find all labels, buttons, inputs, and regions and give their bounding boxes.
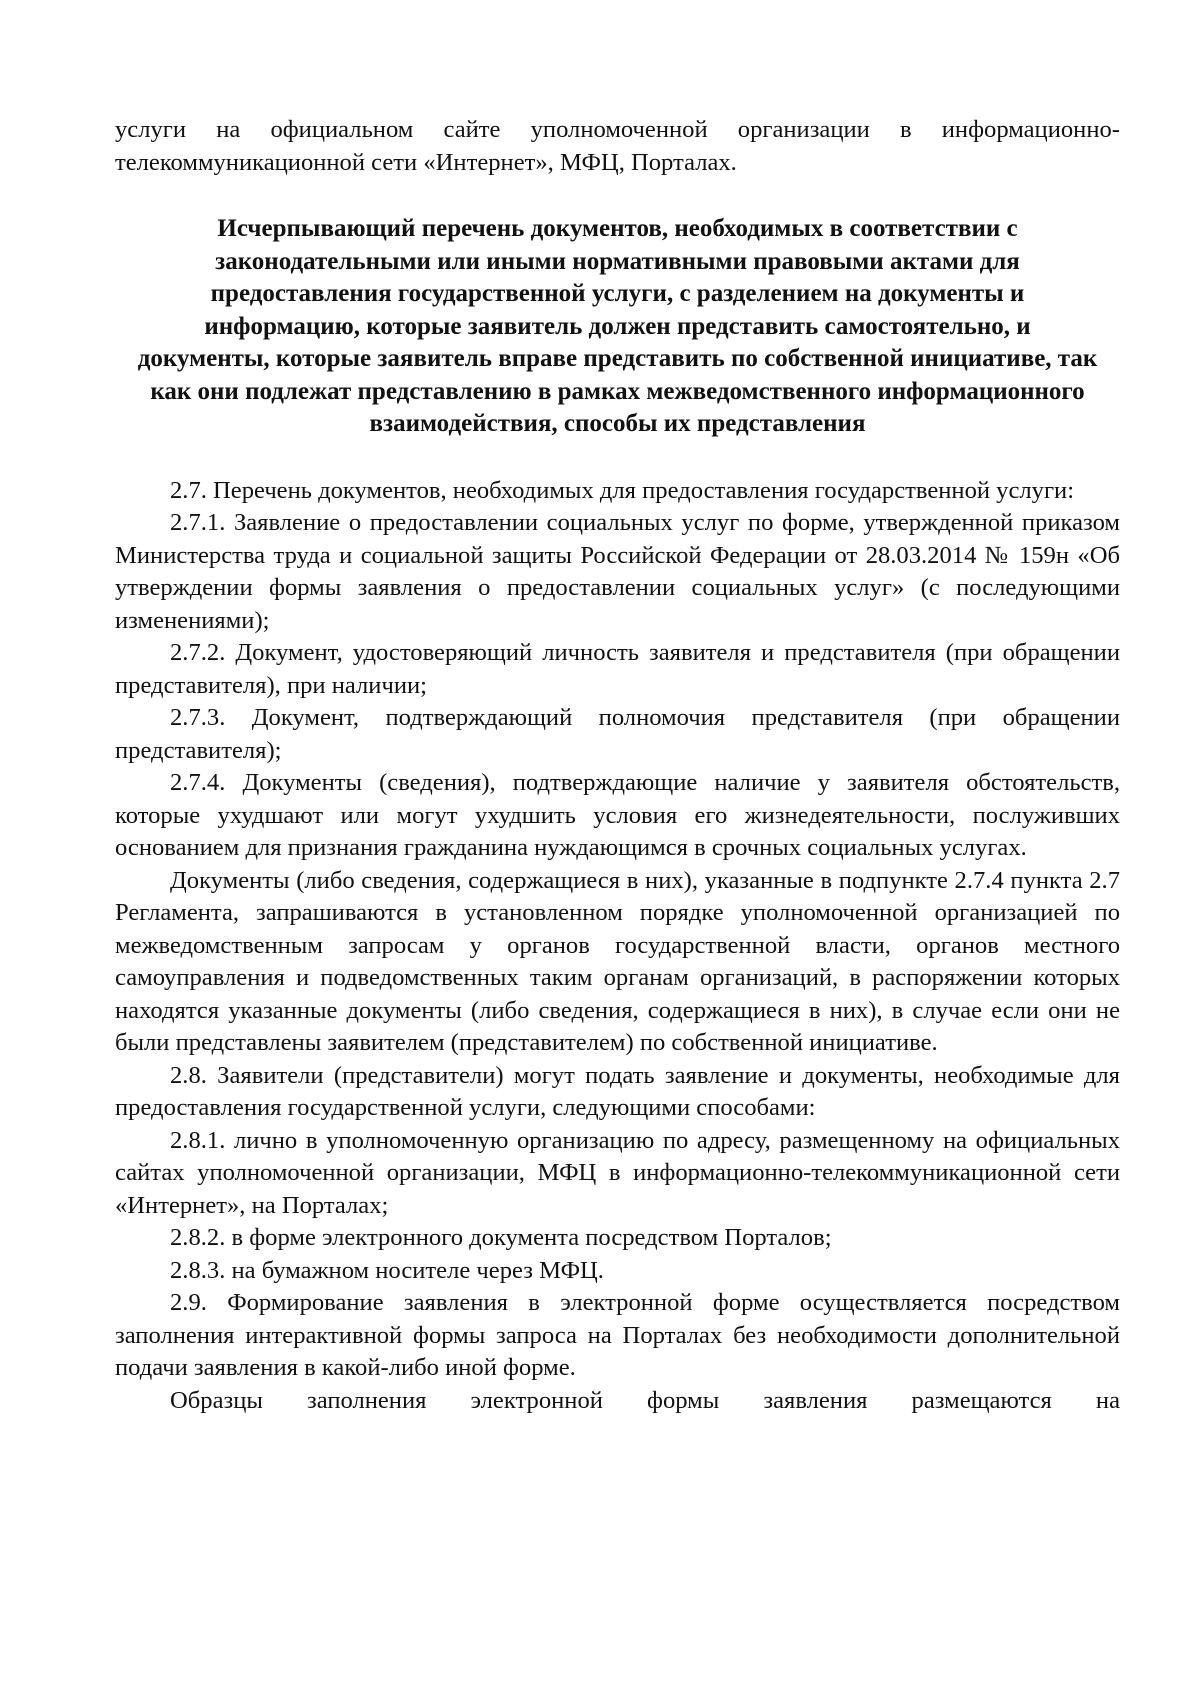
paragraph-2-7-2: 2.7.2. Документ, удостоверяющий личность заявителя и представителя (при обращении представителя), при наличии; xyxy=(115,639,1120,699)
paragraph-2-7-3: 2.7.3. Документ, подтверждающий полномочия представителя (при обращении представителя); xyxy=(115,704,1120,764)
document-page xyxy=(115,114,1120,1417)
paragraph-2-8-2: 2.8.2. в форме электронного документа посредством Порталов; xyxy=(170,1224,832,1251)
paragraph-samples: Образцы заполнения электронной формы заявления размещаются на xyxy=(170,1386,1120,1414)
paragraph-documents-request: Документы (либо сведения, содержащиеся в них), указанные в подпункте 2.7.4 пункта 2.7 Регламента, запрашиваются в установленном порядке уполномоченной организацией по межведомственным запросам у органов государственной власти, органов местного самоуправления и подведомственных таким органам организаций, в распоряжении которых находятся указанные документы (либо сведения, содержащиеся в них), в случае если они не были представлены заявителем (представителем) по собственной инициативе. xyxy=(115,866,1120,1056)
section-heading: Исчерпывающий перечень документов, необходимых в соответствии с законодательными или иными нормативными правовыми актами для предоставления государственной услуги, с разделением на документы и информацию, которые заявитель должен представить самостоятельно, и документы, которые заявитель вправе представить по собственной инициативе, так как они подлежат представлению в рамках межведомственного информационного взаимодействия, способы их представления xyxy=(137,215,1098,437)
paragraph-2-7-4: 2.7.4. Документы (сведения), подтверждающие наличие у заявителя обстоятельств, которые ухудшают или могут ухудшить условия его жизнедеятельности, послуживших основанием для признания гражданина нуждающимся в срочных социальных услугах. xyxy=(115,769,1120,861)
paragraph-2-7-1: 2.7.1. Заявление о предоставлении социальных услуг по форме, утвержденной приказом Министерства труда и социальной защиты Российской Федерации от 28.03.2014 № 159н «Об утверждении формы заявления о предоставлении социальных услуг» (с последующими изменениями); xyxy=(115,509,1120,634)
paragraph-2-7: 2.7. Перечень документов, необходимых для предоставления государственной услуги: xyxy=(170,476,1075,504)
paragraph-2-8: 2.8. Заявители (представители) могут подать заявление и документы, необходимые для предоставления государственной услуги, следующими способами: xyxy=(115,1061,1120,1121)
paragraph-2-9: 2.9. Формирование заявления в электронной форме осуществляется посредством заполнения интерактивной формы запроса на Порталах без необходимости дополнительной подачи заявления в какой-либо иной форме. xyxy=(115,1289,1120,1381)
intro-paragraph: услуги на официальном сайте уполномоченной организации в информационно-телекоммуникационной сети «Интернет», МФЦ, Порталах. xyxy=(115,116,1120,176)
paragraph-2-8-3: 2.8.3. на бумажном носителе через МФЦ. xyxy=(170,1256,604,1284)
paragraph-2-8-1: 2.8.1. лично в уполномоченную организацию по адресу, размещенному на официальных сайтах уполномоченной организации, МФЦ в информационно-телекоммуникационной сети «Интернет», на Порталах; xyxy=(115,1126,1120,1219)
